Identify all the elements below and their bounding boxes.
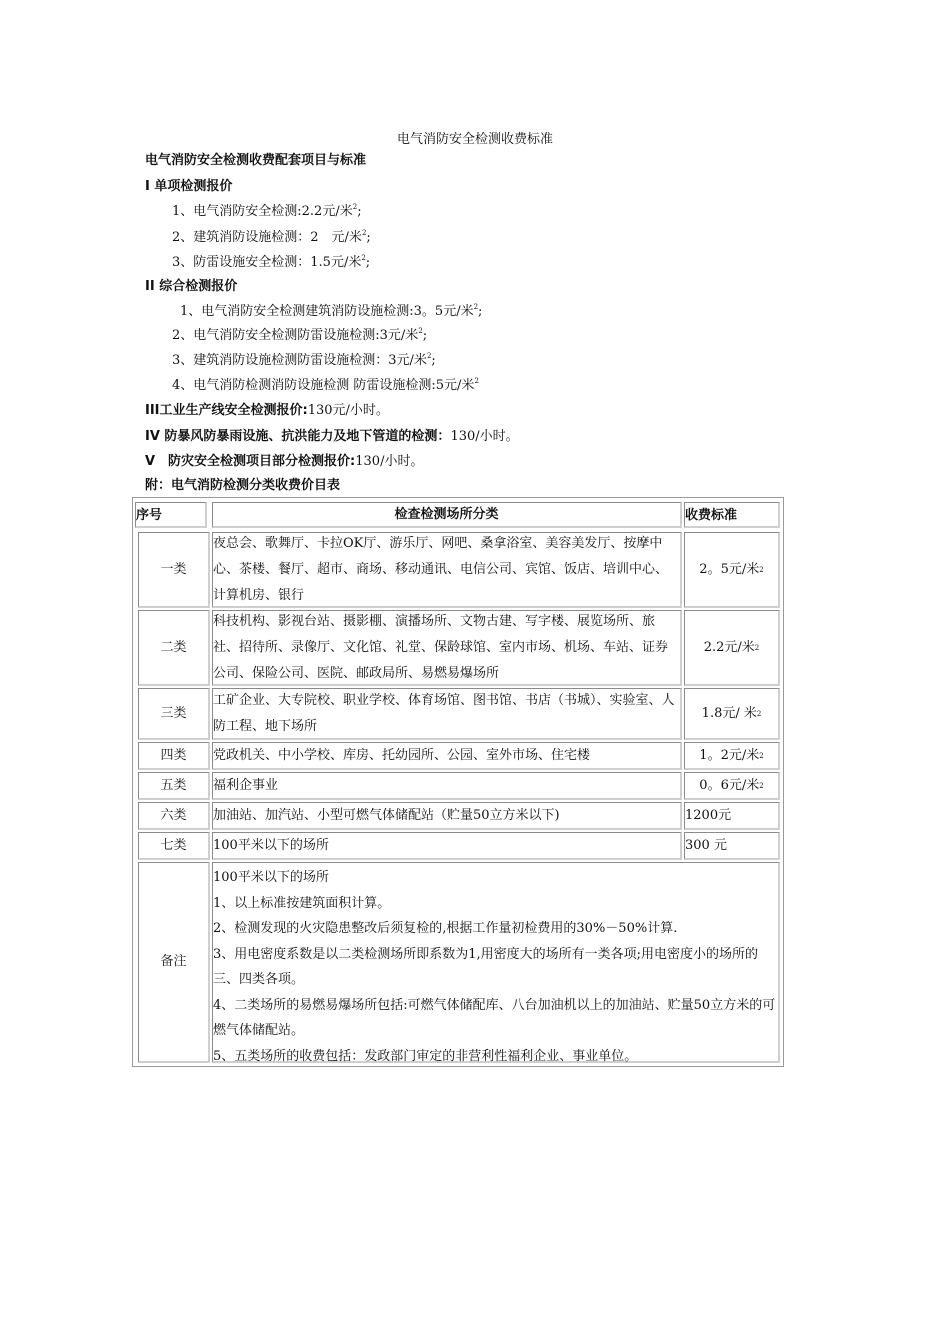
row-1-fee: 2。5元/米 2 (684, 532, 780, 608)
section-2-item-1: 1、电气消防安全检测建筑消防设施检测:3。5元/米$^2$; (180, 303, 483, 319)
row-7-fee: 300 元 (684, 832, 780, 860)
section-1-item-3: 3、防雷设施安全检测：1.5元/米$^2$; (172, 254, 371, 270)
row-5-places: 福利企事业 (212, 772, 682, 800)
row-3-fee: 1.8元/ 米 2 (684, 688, 780, 740)
fee-table (132, 497, 784, 1067)
row-2-fee: 2.2元/米 2 (684, 610, 780, 686)
row-4-category: 四类 (138, 742, 210, 770)
notes-content (212, 862, 780, 1063)
section-2-item-4: 4、电气消防检测消防设施检测 防雷设施检测:5元/米$^2$ (172, 377, 479, 393)
row-2-places: 科技机构、影视台站、摄影棚、演播场所、文物古建、写字楼、展览场所、旅社、招待所、录像厅、文化馆、礼堂、保龄球馆、室内市场、机场、车站、证券公司、保险公司、医院、邮政局所、易燃易爆场所 (212, 610, 682, 686)
notes-label: 备注 (138, 862, 210, 1063)
note-line-5: 5、五类场所的收费包括：发政部门审定的非营利性福利企业、事业单位。 (213, 1048, 638, 1064)
row-4-fee: 1。2元/米 2 (684, 742, 780, 770)
section-2-item-3: 3、建筑消防设施检测防雷设施检测：3元/米$^2$; (172, 352, 436, 368)
section-1-item-1: 1、电气消防安全检测:2.2元/米$^2$; (172, 203, 362, 219)
row-5-category: 五类 (138, 772, 210, 800)
document-title: 电气消防安全检测收费标准 (396, 132, 553, 147)
row-6-fee: 1200元 (684, 802, 780, 830)
row-7-places: 100平米以下的场所 (212, 832, 682, 860)
row-6-places: 加油站、加汽站、小型可燃气体储配站（贮量50立方米以下) (212, 802, 682, 830)
row-1-places: 夜总会、歌舞厅、卡拉OK厅、游乐厅、网吧、桑拿浴室、美容美发厅、按摩中心、茶楼、餐厅、超市、商场、移动通讯、电信公司、宾馆、饭店、培训中心、计算机房、银行 (212, 532, 682, 608)
appendix-heading: 附：电气消防检测分类收费价目表 (145, 478, 341, 493)
main-heading: 电气消防安全检测收费配套项目与标准 (145, 153, 367, 168)
section-5-line: V 防灾安全检测项目部分检测报价:130/小时。 (145, 454, 424, 469)
note-line-3: 3、用电密度系数是以二类检测场所即系数为1,用密度大的场所有一类各项;用电密度小的场所的三、四类各项。 (213, 946, 759, 987)
note-line-1: 1、以上标准按建筑面积计算。 (213, 895, 391, 911)
section-1-item-2: 2、建筑消防设施检测：2 元/米$^2$; (172, 229, 371, 245)
section-4-line: IV 防暴风防暴雨设施、抗洪能力及地下管道的检测：130/小时。 (145, 429, 519, 444)
row-7-category: 七类 (138, 832, 210, 860)
section-1-heading: I 单项检测报价 (145, 179, 233, 194)
row-6-category: 六类 (138, 802, 210, 830)
header-fee: 收费标准 (684, 502, 780, 528)
row-3-category: 三类 (138, 688, 210, 740)
section-2-item-2: 2、电气消防安全检测防雷设施检测:3元/米$^2$; (172, 327, 428, 343)
row-2-category: 二类 (138, 610, 210, 686)
header-serial: 序号 (135, 502, 207, 528)
row-5-fee: 0。6元/米 2 (684, 772, 780, 800)
note-line-2: 2、检测发现的火灾隐患整改后须复检的,根据工作量初检费用的30%－50%计算. (213, 921, 678, 936)
header-category: 检查检测场所分类 (212, 502, 682, 528)
row-3-places: 工矿企业、大专院校、职业学校、体育场馆、图书馆、书店（书城）、实验室、人防工程、地下场所 (212, 688, 682, 740)
section-2-heading: II 综合检测报价 (145, 279, 238, 294)
section-3-line: III工业生产线安全检测报价:130元/小时。 (145, 403, 389, 418)
note-line-0: 100平米以下的场所 (213, 870, 329, 885)
row-4-places: 党政机关、中小学校、库房、托幼园所、公园、室外市场、住宅楼 (212, 742, 682, 770)
note-line-4: 4、二类场所的易燃易爆场所包括:可燃气体储配库、八台加油机以上的加油站、贮量50立方米的可燃气体储配站。 (213, 997, 776, 1038)
row-1-category: 一类 (138, 532, 210, 608)
